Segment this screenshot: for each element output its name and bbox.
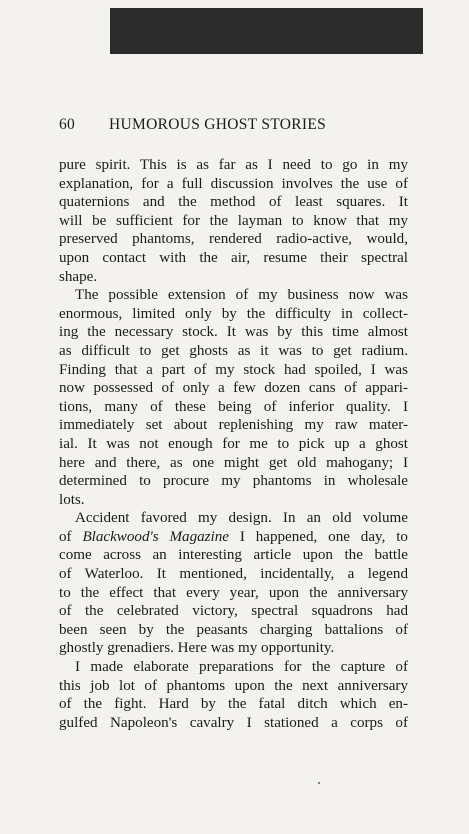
text-line: tions, many of these being of inferior quality. I	[59, 398, 408, 415]
text-line: ghostly grenadiers. Here was my opportunity.	[59, 640, 335, 657]
text-line: of the celebrated victory, spectral squadrons had	[59, 603, 408, 620]
text-line: of Waterloo. It mentioned, incidentally, a legend	[59, 566, 408, 583]
text-line: upon contact with the air, resume their spectral	[59, 249, 408, 266]
book-title: HUMOROUS GHOST STORIES	[109, 116, 327, 133]
text-line: to the effect that every year, upon the anniversary	[59, 584, 408, 601]
text-line: preserved phantoms, rendered radio-active, would,	[59, 231, 408, 248]
paragraph	[59, 509, 408, 658]
text-line: quaternions and the method of least squares. It	[59, 194, 408, 211]
text-segment: I happened, one day, to	[228, 528, 408, 545]
text-line: been seen by the peasants charging battalions of	[59, 621, 408, 638]
text-line: The possible extension of my business now was	[75, 287, 408, 304]
text-line: pure spirit. This is as far as I need to go in my	[59, 157, 408, 173]
text-line: determined to procure my phantoms in wholesale	[59, 473, 408, 490]
text-line: here and there, as one might get old mahogany; I	[59, 454, 408, 471]
text-line: come across an interesting article upon the battle	[59, 547, 408, 564]
text-line: gulfed Napoleon's cavalry I stationed a corps of	[59, 714, 408, 731]
text-line: explanation, for a full discussion involves the use of	[59, 175, 408, 192]
text-line: I made elaborate preparations for the capture of	[75, 659, 408, 676]
redaction-bar	[110, 8, 423, 54]
page-body	[59, 156, 408, 732]
paragraph	[59, 286, 408, 509]
text-line: as difficult to get ghosts as it was to get radium.	[59, 342, 408, 359]
text-line: will be sufficient for the layman to know that my	[59, 212, 408, 229]
page-number: 60	[59, 116, 76, 133]
text-line: shape.	[59, 268, 98, 285]
text-line: now possessed of only a few dozen cans of appari-	[59, 380, 408, 397]
text-line: lots.	[59, 491, 85, 508]
magazine-title: Blackwood's Magazine	[82, 528, 229, 545]
text-line: this job lot of phantoms upon the next anniversary	[59, 677, 408, 694]
running-header	[59, 116, 409, 138]
text-line: Accident favored my design. In an old volume	[75, 510, 408, 527]
paper-speck	[318, 782, 320, 784]
text-line	[59, 528, 408, 547]
text-line: ing the necessary stock. It was by this time almost	[59, 324, 408, 341]
text-line: immediately set about replenishing my raw mater-	[59, 417, 408, 434]
paragraph	[59, 156, 408, 286]
text-line: enormous, limited only by the difficulty in collect-	[59, 305, 408, 322]
text-line: of the fight. Hard by the fatal ditch which en-	[59, 696, 408, 713]
text-line: ial. It was not enough for me to pick up a ghost	[59, 435, 408, 452]
paragraph	[59, 658, 408, 732]
text-line: Finding that a part of my stock had spoiled, I was	[59, 361, 408, 378]
text-segment: of	[59, 528, 83, 545]
